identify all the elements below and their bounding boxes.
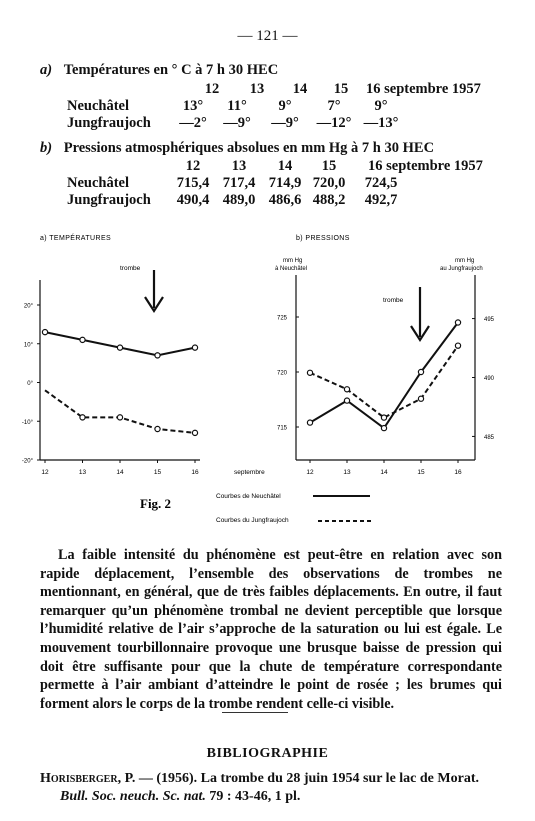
temp-cell: —9° bbox=[223, 115, 251, 131]
chart-b-annotation: trombe bbox=[383, 297, 404, 304]
figure-2 bbox=[0, 225, 535, 535]
temp-station-neuchatel: Neuchâtel bbox=[67, 98, 130, 114]
chart-b-series-jungfraujoch bbox=[310, 346, 458, 418]
chart-b-right-tick-label: 495 bbox=[484, 317, 495, 324]
pressure-table-title: Pressions atmosphériques absolues en mm Hg à 7 h 30 HEC bbox=[63, 140, 435, 156]
press-cell: 488,2 bbox=[312, 192, 346, 208]
chart-b-right-tick-label: 490 bbox=[484, 376, 495, 382]
temp-date-13: 13 bbox=[249, 81, 265, 97]
temp-cell: —2° bbox=[179, 115, 207, 131]
chart-a-point bbox=[80, 415, 85, 420]
chart-a-y-tick-label: 0° bbox=[27, 381, 33, 387]
chart-b-x-tick-label: 15 bbox=[417, 469, 425, 476]
chart-b-left-axis-label-1: mm Hg bbox=[283, 258, 303, 264]
chart-temperatures bbox=[22, 233, 200, 476]
temp-cell: 7° bbox=[327, 98, 341, 114]
section-divider bbox=[222, 712, 288, 713]
ref-main: — (1956). La trombe du 28 juin 1954 sur le lac de Morat. bbox=[135, 771, 479, 786]
temp-station-jungfraujoch: Jungfraujoch bbox=[67, 115, 151, 131]
chart-b-title: b) PRESSIONS bbox=[296, 235, 350, 242]
figure-caption: Fig. 2 bbox=[140, 496, 172, 511]
chart-a-x-tick-label: 15 bbox=[153, 469, 162, 476]
ref-journal: Bull. Soc. neuch. Sc. nat. bbox=[60, 789, 206, 804]
bibliography-entry bbox=[40, 770, 510, 806]
press-date-15: 15 bbox=[321, 158, 337, 174]
chart-b-series-neuchatel bbox=[310, 323, 458, 429]
chart-b-left-tick-label: 720 bbox=[276, 370, 287, 377]
chart-a-series-jungfraujoch bbox=[45, 390, 195, 433]
chart-a-point bbox=[192, 430, 197, 435]
chart-b-x-tick-label: 14 bbox=[380, 469, 388, 476]
chart-a-point bbox=[117, 415, 122, 420]
press-cell: 720,0 bbox=[312, 175, 346, 191]
press-station-neuchatel: Neuchâtel bbox=[67, 175, 130, 191]
chart-a-point bbox=[155, 426, 160, 431]
chart-a-x-tick-label: 13 bbox=[78, 469, 87, 476]
chart-a-point bbox=[80, 337, 85, 342]
press-cell: 717,4 bbox=[222, 175, 256, 191]
chart-b-x-tick-label: 16 bbox=[454, 469, 462, 476]
chart-a-annotation: trombe bbox=[120, 265, 141, 272]
press-cell: 486,6 bbox=[268, 192, 302, 208]
chart-b-x-tick-label: 13 bbox=[343, 469, 351, 476]
temp-date-16: 16 septembre 1957 bbox=[366, 81, 481, 97]
body-paragraph: La faible intensité du phénomène est peut-être en relation avec son rapide déplacement, l’ensemble des observations de trombes ne mentionnant, en général, que de très faibles déplacements. En outre, il faut remarquer qu’un phénomène trombal ne devient perceptible que lorsque l’humidité relative de l’air s’approche de la saturation ou lui est égale. Le mouvement tourbillonnaire provoque une brusque baisse de pression qui doit être suffisante pour que la chute de température correspondante permette à l’air ambiant d’atteindre le point de rosée ; les brumes qui forment alors le corps de la trombe rendent celle-ci visible. bbox=[40, 547, 502, 712]
temp-cell: 9° bbox=[278, 98, 292, 114]
chart-a-y-tick-label: 10° bbox=[23, 342, 33, 349]
bibliography-title: BIBLIOGRAPHIE bbox=[206, 746, 329, 761]
ref-tail: 79 : 43-46, 1 pl. bbox=[205, 789, 301, 804]
chart-b-point bbox=[455, 320, 460, 325]
press-cell: 714,9 bbox=[268, 175, 302, 191]
chart-a-y-tick-label: -20° bbox=[21, 458, 33, 465]
chart-b-point bbox=[344, 398, 349, 403]
press-cell: 724,5 bbox=[364, 175, 398, 191]
chart-a-point bbox=[155, 353, 160, 358]
press-cell: 492,7 bbox=[364, 192, 398, 208]
temp-cell: —12° bbox=[316, 115, 352, 131]
temp-date-15: 15 bbox=[333, 81, 349, 97]
chart-b-point bbox=[307, 370, 312, 375]
temp-cell: 13° bbox=[182, 98, 204, 114]
chart-a-title: a) TEMPÉRATURES bbox=[40, 235, 112, 242]
legend-neuchatel-label: Courbes de Neuchâtel bbox=[216, 493, 281, 500]
page-number: — 121 — bbox=[237, 28, 298, 44]
press-station-jungfraujoch: Jungfraujoch bbox=[67, 192, 151, 208]
press-cell: 715,4 bbox=[176, 175, 210, 191]
chart-b-x-tick-label: 12 bbox=[306, 469, 314, 476]
pressure-table-heading bbox=[40, 140, 434, 157]
temp-cell: 11° bbox=[227, 98, 247, 114]
chart-b-left-tick-label: 715 bbox=[276, 425, 287, 432]
pressure-table-letter: b) bbox=[40, 140, 53, 156]
chart-pressions bbox=[234, 235, 495, 476]
chart-b-point bbox=[381, 426, 386, 431]
x-axis-note: septembre bbox=[234, 469, 265, 476]
chart-a-x-tick-label: 14 bbox=[116, 469, 124, 476]
press-date-16: 16 septembre 1957 bbox=[368, 158, 483, 174]
chart-a-y-tick-label: 20° bbox=[23, 303, 33, 310]
press-cell: 490,4 bbox=[176, 192, 210, 208]
chart-b-point bbox=[344, 387, 349, 392]
chart-b-right-tick-label: 485 bbox=[484, 434, 495, 441]
press-date-14: 14 bbox=[277, 158, 293, 174]
chart-b-right-axis-label-1: mm Hg bbox=[455, 258, 475, 264]
chart-a-y-tick-label: -10° bbox=[21, 419, 33, 426]
temperature-table-letter: a) bbox=[40, 62, 53, 78]
press-date-12: 12 bbox=[185, 158, 201, 174]
chart-a-series-neuchatel bbox=[45, 332, 195, 355]
chart-a-x-tick-label: 16 bbox=[191, 469, 199, 476]
chart-b-left-tick-label: 725 bbox=[276, 315, 287, 322]
temp-cell: —9° bbox=[271, 115, 299, 131]
press-date-13: 13 bbox=[231, 158, 247, 174]
chart-a-point bbox=[192, 345, 197, 350]
temperature-table-heading bbox=[40, 62, 278, 79]
temp-date-12: 12 bbox=[204, 81, 220, 97]
press-cell: 489,0 bbox=[222, 192, 256, 208]
chart-a-x-tick-label: 12 bbox=[41, 469, 49, 476]
chart-b-point bbox=[381, 415, 386, 420]
chart-b-right-axis-label-2: au Jungfraujoch bbox=[440, 266, 483, 272]
temp-cell: —13° bbox=[363, 115, 399, 131]
chart-b-point bbox=[455, 343, 460, 348]
ref-author: Horisberger, P. bbox=[40, 771, 136, 786]
chart-a-point bbox=[117, 345, 122, 350]
chart-a-point bbox=[42, 330, 47, 335]
legend-jungfraujoch-label: Courbes du Jungfraujoch bbox=[216, 517, 289, 524]
chart-b-left-axis-label-2: à Neuchâtel bbox=[275, 266, 308, 272]
temp-date-14: 14 bbox=[292, 81, 308, 97]
chart-b-point bbox=[418, 396, 423, 401]
temp-cell: 9° bbox=[374, 98, 388, 114]
chart-b-point bbox=[307, 420, 312, 425]
chart-b-point bbox=[418, 369, 423, 374]
temperature-table-title: Températures en ° C à 7 h 30 HEC bbox=[63, 62, 279, 78]
